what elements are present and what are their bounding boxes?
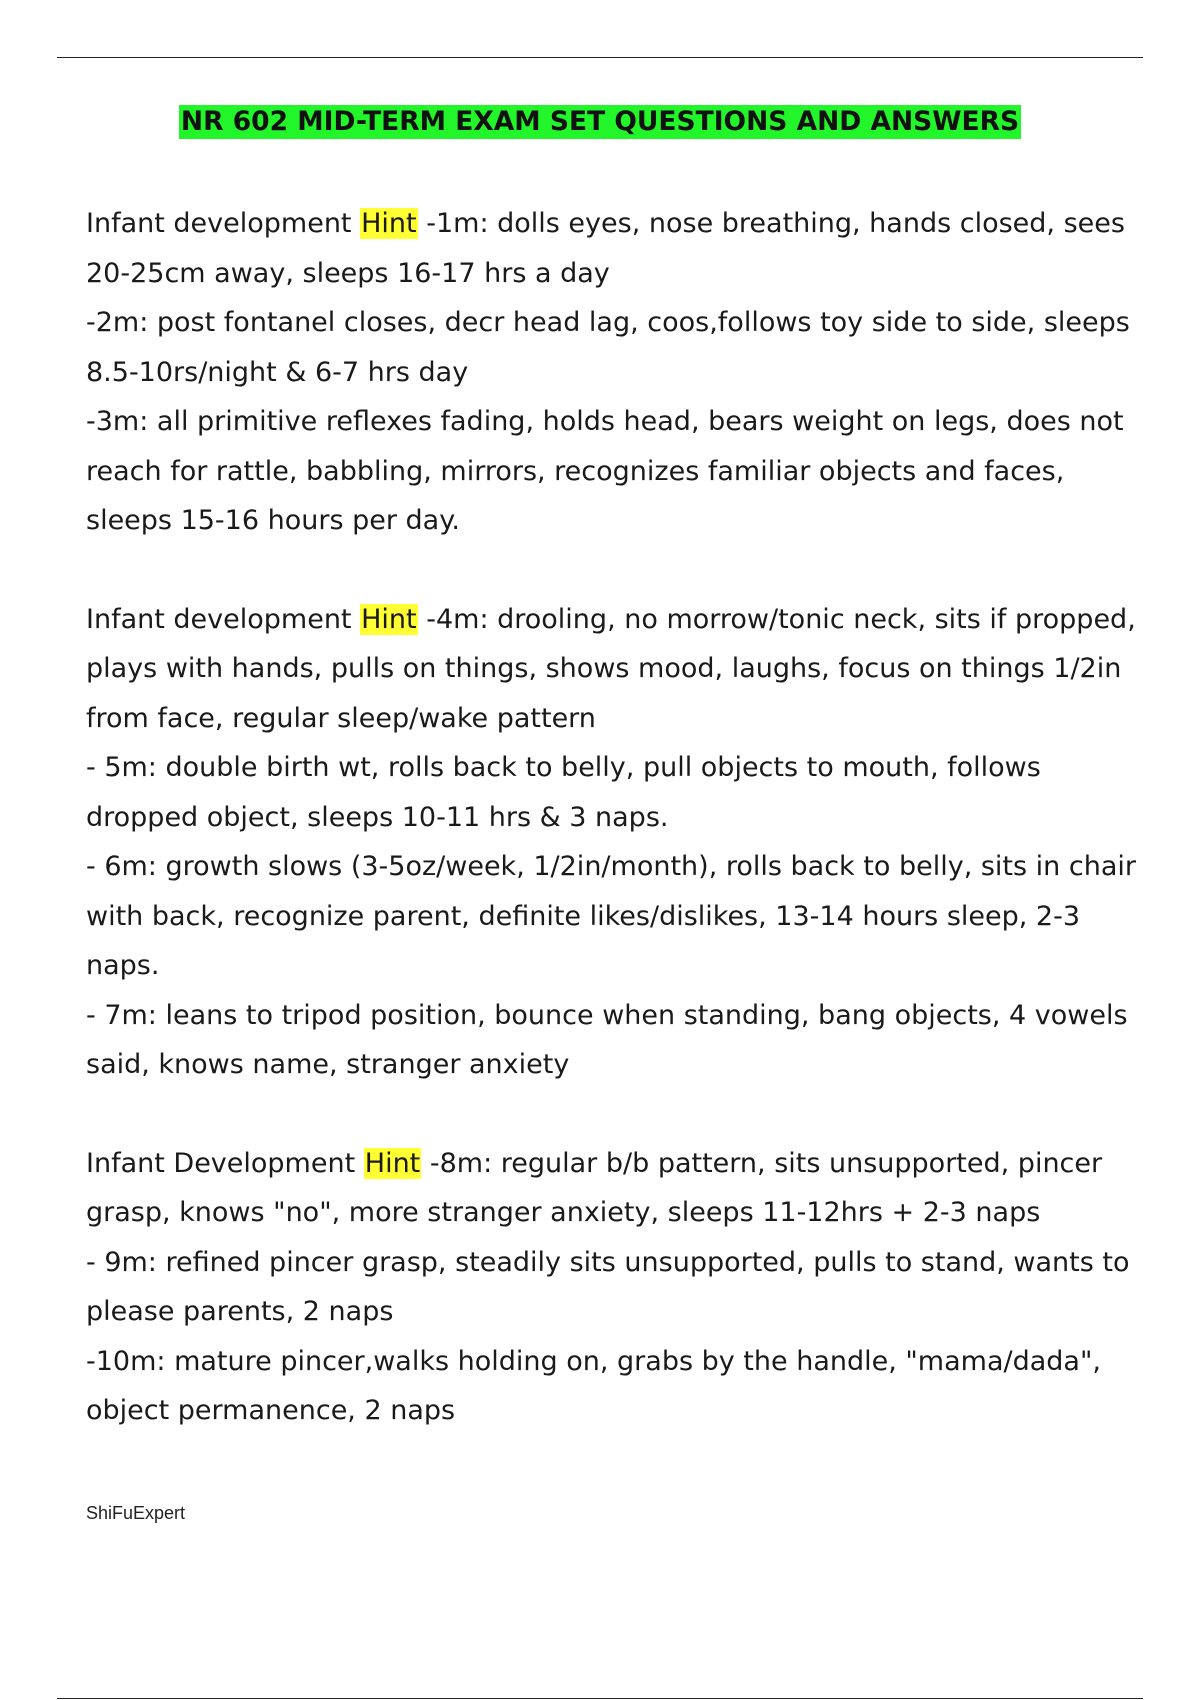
question-term: Infant development (86, 603, 352, 635)
qa-entry-1 (86, 199, 1186, 546)
answer-line: -2m: post fontanel closes, decr head lag, coos,follows toy side to side, sleeps (86, 307, 1130, 338)
answer-line: said, knows name, stranger anxiety (86, 1049, 570, 1080)
bottom-divider (57, 1698, 1143, 1699)
answer-line: plays with hands, pulls on things, shows mood, laughs, focus on things 1/2in (86, 653, 1122, 684)
answer-line: from face, regular sleep/wake pattern (86, 702, 596, 734)
qa-first-line (86, 595, 1186, 645)
hint-label: Hint (364, 1147, 421, 1179)
answer-line: 20-25cm away, sleeps 16-17 hrs a day (86, 257, 610, 289)
answer-line: please parents, 2 naps (86, 1296, 394, 1327)
answer-line: - 6m: growth slows (3-5oz/week, 1/2in/month), rolls back to belly, sits in chair (86, 851, 1136, 882)
title-container (0, 105, 1200, 139)
answer-line: - 7m: leans to tripod position, bounce when standing, bang objects, 4 vowels (86, 999, 1128, 1031)
answer-text: -4m: drooling, no morrow/tonic neck, sits if propped, (417, 603, 1136, 635)
document-title: NR 602 MID-TERM EXAM SET QUESTIONS AND ANSWERS (180, 106, 1020, 137)
hint-label: Hint (361, 208, 417, 239)
answer-line: 8.5-10rs/night & 6-7 hrs day (86, 356, 469, 388)
answer-text: -1m: dolls eyes, nose breathing, hands closed, sees (417, 208, 1125, 239)
answer-line: -3m: all primitive reflexes fading, holds head, bears weight on legs, does not (86, 406, 1124, 437)
answer-line: grasp, knows "no", more stranger anxiety, sleeps 11-12hrs + 2-3 naps (86, 1197, 1041, 1228)
document-body (86, 199, 1186, 1485)
answer-line: dropped object, sleeps 10-11 hrs & 3 naps. (86, 801, 669, 833)
question-term: Infant development (86, 208, 352, 239)
answer-line: - 5m: double birth wt, rolls back to belly, pull objects to mouth, follows (86, 752, 1041, 783)
qa-first-line (86, 199, 1186, 249)
answer-text: -8m: regular b/b pattern, sits unsupported, pincer (421, 1147, 1103, 1179)
hint-label: Hint (361, 603, 417, 635)
answer-line: reach for rattle, babbling, mirrors, recognizes familiar objects and faces, (86, 455, 1065, 487)
answer-line: object permanence, 2 naps (86, 1395, 456, 1426)
qa-entry-3 (86, 1139, 1186, 1436)
answer-line: with back, recognize parent, definite likes/dislikes, 13-14 hours sleep, 2-3 (86, 900, 1081, 932)
answer-line: - 9m: refined pincer grasp, steadily sits unsupported, pulls to stand, wants to (86, 1246, 1130, 1278)
answer-line: sleeps 15-16 hours per day. (86, 505, 460, 536)
top-divider (57, 57, 1143, 58)
footer-author: ShiFuExpert (86, 1503, 186, 1523)
question-term: Infant Development (86, 1147, 356, 1179)
qa-first-line (86, 1139, 1186, 1189)
qa-entry-2 (86, 595, 1186, 1090)
answer-line: -10m: mature pincer,walks holding on, grabs by the handle, "mama/dada", (86, 1345, 1101, 1377)
answer-line: naps. (86, 950, 160, 981)
